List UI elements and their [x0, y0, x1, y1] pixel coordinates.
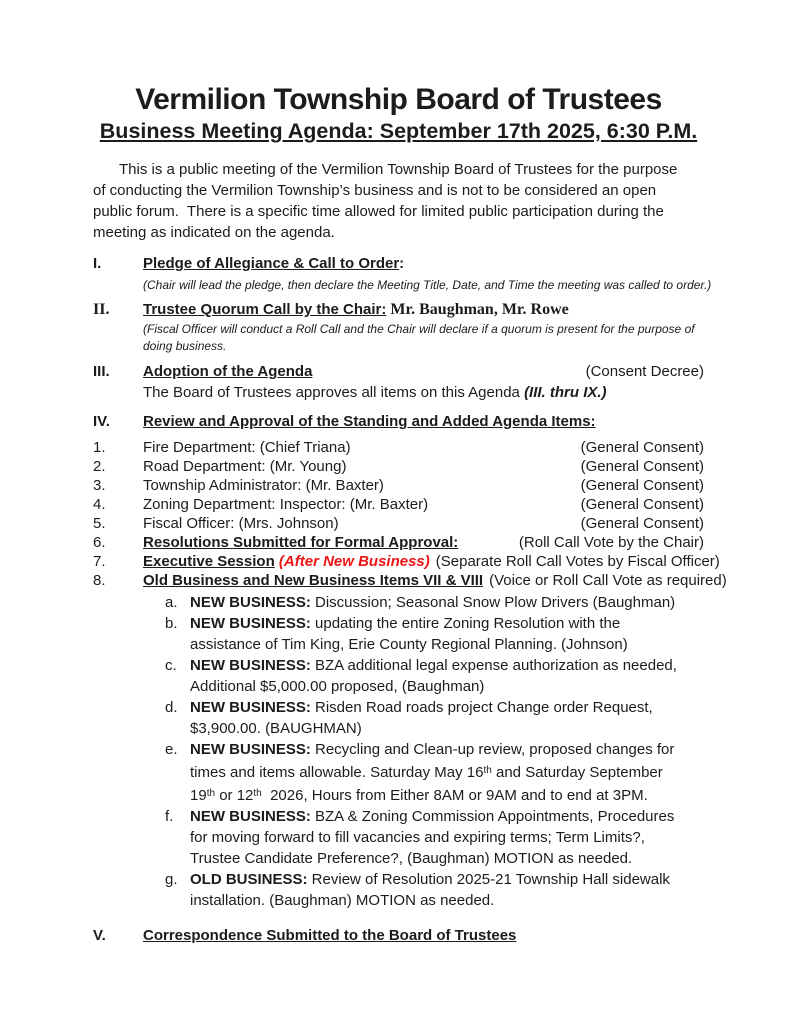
intro-line: of conducting the Vermilion Township’s business and is not to be considered an open: [93, 182, 657, 199]
business-item-text: Additional $5,000.00 proposed, (Baughman): [190, 678, 485, 695]
business-item-text: NEW BUSINESS: Risden Road roads project Change order Request,: [190, 699, 653, 716]
business-item-text: $3,900.00. (BAUGHMAN): [190, 720, 362, 737]
section-numeral: III.: [93, 363, 110, 380]
business-item-text: installation. (Baughman) MOTION as needed.: [190, 892, 495, 909]
agenda-item-text: Resolutions Submitted for Formal Approval:: [143, 534, 459, 551]
document-content: [93, 83, 727, 945]
agenda-item-vote-note: (Voice or Roll Call Vote as required): [489, 572, 727, 589]
business-item-text: NEW BUSINESS: BZA & Zoning Commission Appointments, Procedures: [190, 808, 675, 825]
section-note: (Fiscal Officer will conduct a Roll Call and the Chair will declare if a quorum is present for the purpose of doing business.: [143, 322, 695, 353]
document-subtitle: Business Meeting Agenda: September 17th 2025, 6:30 P.M.: [99, 119, 698, 143]
business-item-letter: f.: [165, 808, 174, 825]
agenda-item-vote-note: (Roll Call Vote by the Chair): [518, 534, 704, 551]
section-numeral: II.: [93, 301, 110, 318]
agenda-item-vote-note: (General Consent): [580, 458, 704, 475]
agenda-item-number: 2.: [93, 458, 106, 475]
business-item-d: [165, 697, 704, 739]
intro-line: This is a public meeting of the Vermilion Township Board of Trustees for the purpose: [119, 161, 678, 178]
section-consent-note: (Consent Decree): [585, 363, 704, 380]
agenda-item-text: Zoning Department: Inspector: (Mr. Baxter): [143, 496, 429, 513]
agenda-item-4: [93, 495, 704, 514]
business-item-f: [165, 806, 704, 869]
section-heading: Review and Approval of the Standing and Added Agenda Items:: [143, 413, 596, 430]
section-heading: Adoption of the Agenda: [143, 363, 313, 380]
section-note: (Chair will lead the pledge, then declare the Meeting Title, Date, and Time the meeting was called to order.): [143, 278, 712, 292]
business-item-text: for moving forward to fill vacancies and expiring terms; Term Limits?,: [190, 829, 645, 846]
business-item-letter: b.: [165, 615, 178, 632]
agenda-item-number: 6.: [93, 534, 106, 551]
business-item-letter: e.: [165, 741, 178, 758]
section-body-text: The Board of Trustees approves all items on this Agenda (III. thru IX.): [143, 384, 607, 401]
business-item-e: [165, 739, 704, 806]
agenda-item-7: [93, 552, 720, 571]
section-correspondence: [93, 927, 704, 945]
business-item-text: NEW BUSINESS: updating the entire Zoning Resolution with the: [190, 615, 621, 632]
business-item-text: times and items allowable. Saturday May 16th and Saturday September: [190, 764, 663, 781]
section-heading: Correspondence Submitted to the Board of Trustees: [143, 927, 517, 944]
business-item-letter: c.: [165, 657, 177, 674]
agenda-item-text: Road Department: (Mr. Young): [143, 458, 347, 475]
section-adoption: [93, 363, 704, 402]
agenda-item-vote-note: (General Consent): [580, 477, 704, 494]
agenda-item-text: Township Administrator: (Mr. Baxter): [143, 477, 384, 494]
business-item-text: 19th or 12th 2026, Hours from Either 8AM or 9AM and to end at 3PM.: [190, 787, 648, 804]
agenda-item-text: Old Business and New Business Items VII & VIII: [143, 572, 484, 589]
section-quorum: [93, 301, 704, 355]
business-item-b: [165, 613, 704, 655]
business-item-text: NEW BUSINESS: Recycling and Clean-up review, proposed changes for: [190, 741, 675, 758]
intro-line: public forum. There is a specific time allowed for limited public participation during the: [93, 203, 664, 220]
agenda-item-6: [93, 533, 704, 552]
section-heading: Pledge of Allegiance & Call to Order:: [143, 255, 405, 272]
agenda-item-5: [93, 514, 704, 533]
agenda-item-text: Executive Session (After New Business): [143, 553, 430, 570]
agenda-item-vote-note: (General Consent): [580, 496, 704, 513]
section-numeral: IV.: [93, 413, 110, 430]
intro-line: meeting as indicated on the agenda.: [93, 224, 335, 241]
agenda-item-3: [93, 476, 704, 495]
agenda-item-list: [93, 438, 727, 590]
intro-paragraph: [93, 159, 704, 243]
business-item-text: OLD BUSINESS: Review of Resolution 2025-21 Township Hall sidewalk: [190, 871, 670, 888]
agenda-item-text: Fiscal Officer: (Mrs. Johnson): [143, 515, 339, 532]
agenda-item-number: 4.: [93, 496, 106, 513]
business-item-g: [165, 869, 704, 911]
agenda-item-text: Fire Department: (Chief Triana): [143, 439, 351, 456]
document-title: Vermilion Township Board of Trustees: [135, 83, 662, 116]
agenda-item-number: 7.: [93, 553, 106, 570]
section-numeral: V.: [93, 927, 106, 944]
agenda-item-8: [93, 571, 727, 590]
agenda-item-number: 5.: [93, 515, 106, 532]
agenda-item-number: 1.: [93, 439, 106, 456]
business-item-letter: a.: [165, 594, 178, 611]
business-item-letter: d.: [165, 699, 178, 716]
agenda-item-1: [93, 438, 704, 457]
section-heading: Trustee Quorum Call by the Chair: Mr. Baughman, Mr. Rowe: [143, 301, 569, 318]
agenda-item-number: 8.: [93, 572, 106, 589]
business-item-c: [165, 655, 704, 697]
agenda-item-number: 3.: [93, 477, 106, 494]
section-pledge: [93, 255, 712, 294]
agenda-item-vote-note: (Separate Roll Call Votes by Fiscal Officer): [435, 553, 720, 570]
business-item-text: Trustee Candidate Preference?, (Baughman) MOTION as needed.: [190, 850, 633, 867]
section-numeral: I.: [93, 255, 102, 272]
business-item-text: assistance of Tim King, Erie County Regional Planning. (Johnson): [190, 636, 628, 653]
agenda-item-vote-note: (General Consent): [580, 439, 704, 456]
section-review: [93, 413, 704, 431]
agenda-item-2: [93, 457, 704, 476]
business-item-text: NEW BUSINESS: BZA additional legal expense authorization as needed,: [190, 657, 677, 674]
agenda-item-vote-note: (General Consent): [580, 515, 704, 532]
business-item-list: [93, 592, 704, 911]
business-item-a: [165, 592, 704, 613]
business-item-letter: g.: [165, 871, 178, 888]
business-item-text: NEW BUSINESS: Discussion; Seasonal Snow Plow Drivers (Baughman): [190, 594, 676, 611]
